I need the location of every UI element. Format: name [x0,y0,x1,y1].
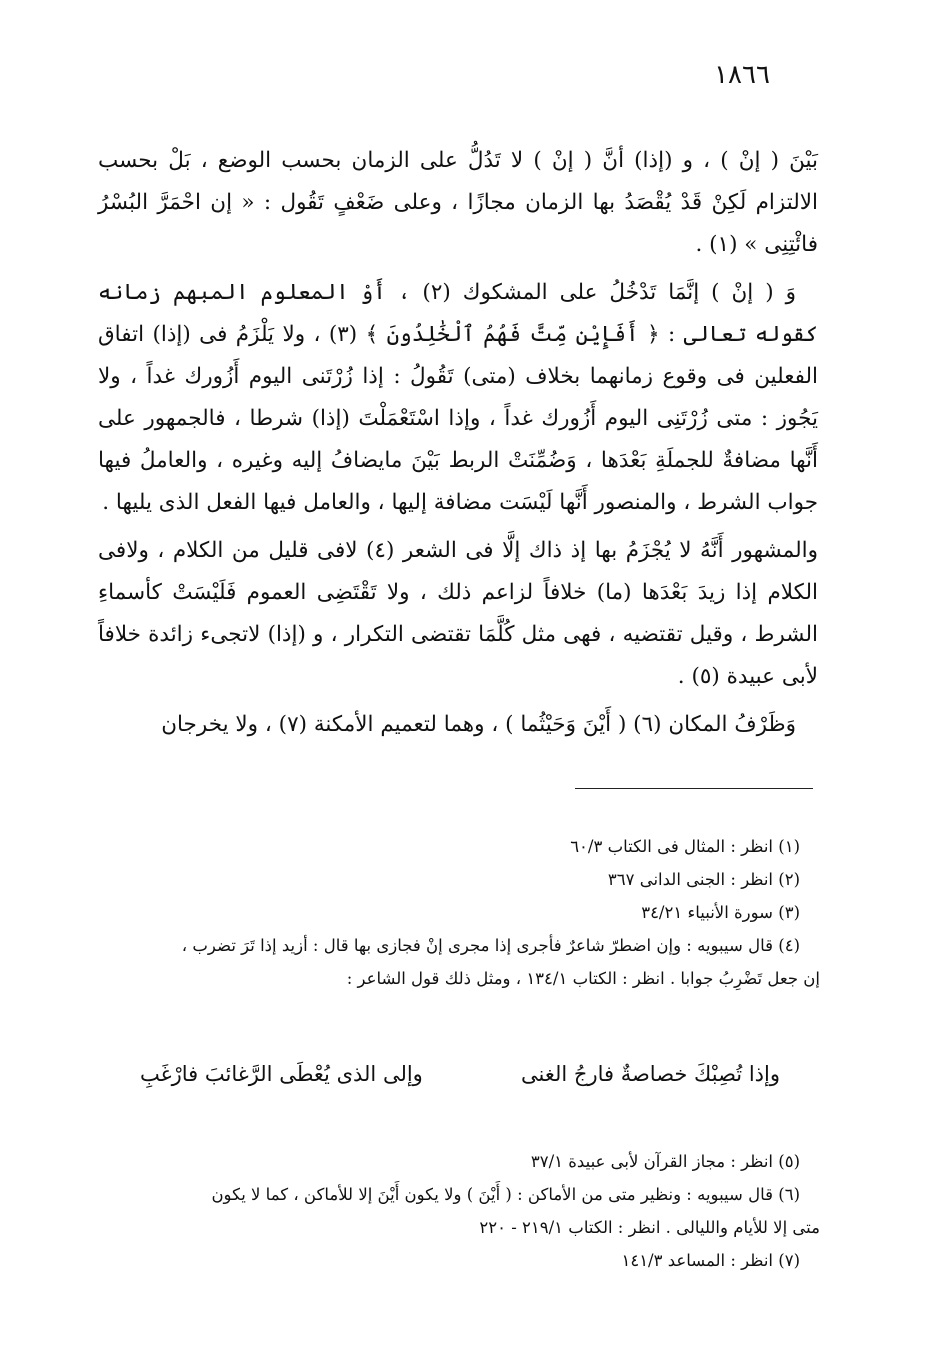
paragraph: وَ ( إنْ ) إنَّمَا تَدْخُلُ على المشكوك (٢) ، أَوْ المعلوم المبهم زمانه كقوله تعالى : ﴿ أَفَإِيْن مِّتَّ فَهُمُ ٱلْخَٰلِدُونَ ﴾ (٣) ، ولا يَلْزَمُ فى (إذا) اتفاق الفعلين فى وقوع زمانهما بخلاف (متى) تَقُولُ : إذا زُرْتَنى اليوم أَزُورك غداً ، ولا يَجُوز : متى زُرْتَنِى اليوم أَزُورك غداً ، وإذا اسْتَعْمَلْتَ (إذا) شرطا ، فالجمهور على أَنَّها مضافةٌ للجملَةِ بَعْدَها ، وَضُمِّنَتْ الربط بَيْنَ مايضافُ إليه وغيره ، والعاملُ فيها جواب الشرط ، والمنصور أَنَّها لَيْسَت مضافة إليها ، والعامل فيها الفعل الذى يليها . [98,280,818,515]
verse-first-hemistich: وإذا تُصِبْكَ خصاصةٌ فارجُ الغنى [521,1062,780,1086]
footnote: (١) انظر : المثال فى الكتاب ٦٠/٣ [570,837,800,856]
verse-second-hemistich: وإلى الذى يُعْطَى الرَّغائبَ فارْغَبِ [140,1062,423,1086]
footnote: (٥) انظر : مجاز القرآن لأبى عبيدة ٣٧/١ [530,1152,800,1171]
footnote: (٧) انظر : المساعد ١٤١/٣ [621,1251,800,1270]
footnote: (٣) سورة الأنبياء ٣٤/٢١ [641,903,800,922]
paragraph: وَظَرْفُ المكان (٦) ( أَيْنَ وَحَيْثُما ) ، وهما لتعميم الأمكنة (٧) ، ولا يخرجان [161,712,796,737]
paragraph: بَيْنَ ( إنْ ) ، و (إذا) أنَّ ( إنْ ) لا تَدُلُّ على الزمان بحسب الوضع ، بَلْ بحسب الالتزام لَكِنْ قَدْ يُقْصَدُ بها الزمان مجازًا ، وعلى ضَعْفٍ تَقُول : « إن احْمَرَّ البُسْرُ فائْتِنِى » (١) . [98,148,818,257]
footnote-divider [575,788,813,789]
footnotes-section [95,830,820,995]
footnote: (٢) انظر : الجنى الدانى ٣٦٧ [607,870,800,889]
footnote: (٦) قال سيبويه : ونظير متى من الأماكن : ( أَيْنَ ) ولا يكون أَيْنَ إلا للأماكن ، كما لا يكون [211,1185,800,1204]
page-number: ١٨٦٦ [714,60,770,90]
poetry-verse [140,1062,780,1086]
footnote-continuation: إن جعل تَضْرِبُ جوابا . انظر : الكتاب ١٣٤/١ ، ومثل ذلك قول الشاعر : [346,969,820,988]
footnote-continuation: متى إلا للأيام والليالى . انظر : الكتاب ٢١٩/١ - ٢٢٠ [479,1218,820,1237]
footnotes-section [95,1145,820,1277]
main-text [98,140,818,752]
paragraph: والمشهور أَنَّهُ لا يُجْزَمُ بها إذ ذاك إلَّا فى الشعر (٤) لافى قليل من الكلام ، ولافى الكلام إذا زيدَ بَعْدَها (ما) خلافاً لزاعم ذلك ، ولا تَقْتَضِى العموم فَلَيْسَتْ كأسماءِ الشرط ، وقيل تقتضيه ، فهى مثل كُلَّمَا تقتضى التكرار ، و (إذا) لاتجىء زائدة خلافاً لأبى عبيدة (٥) . [98,538,818,689]
footnote: (٤) قال سيبويه : وإن اضطرّ شاعرٌ فأجرى إذا مجرى إنْ فجازى بها قال : أزيد إذا تَرَ تضرب ، [181,936,800,955]
